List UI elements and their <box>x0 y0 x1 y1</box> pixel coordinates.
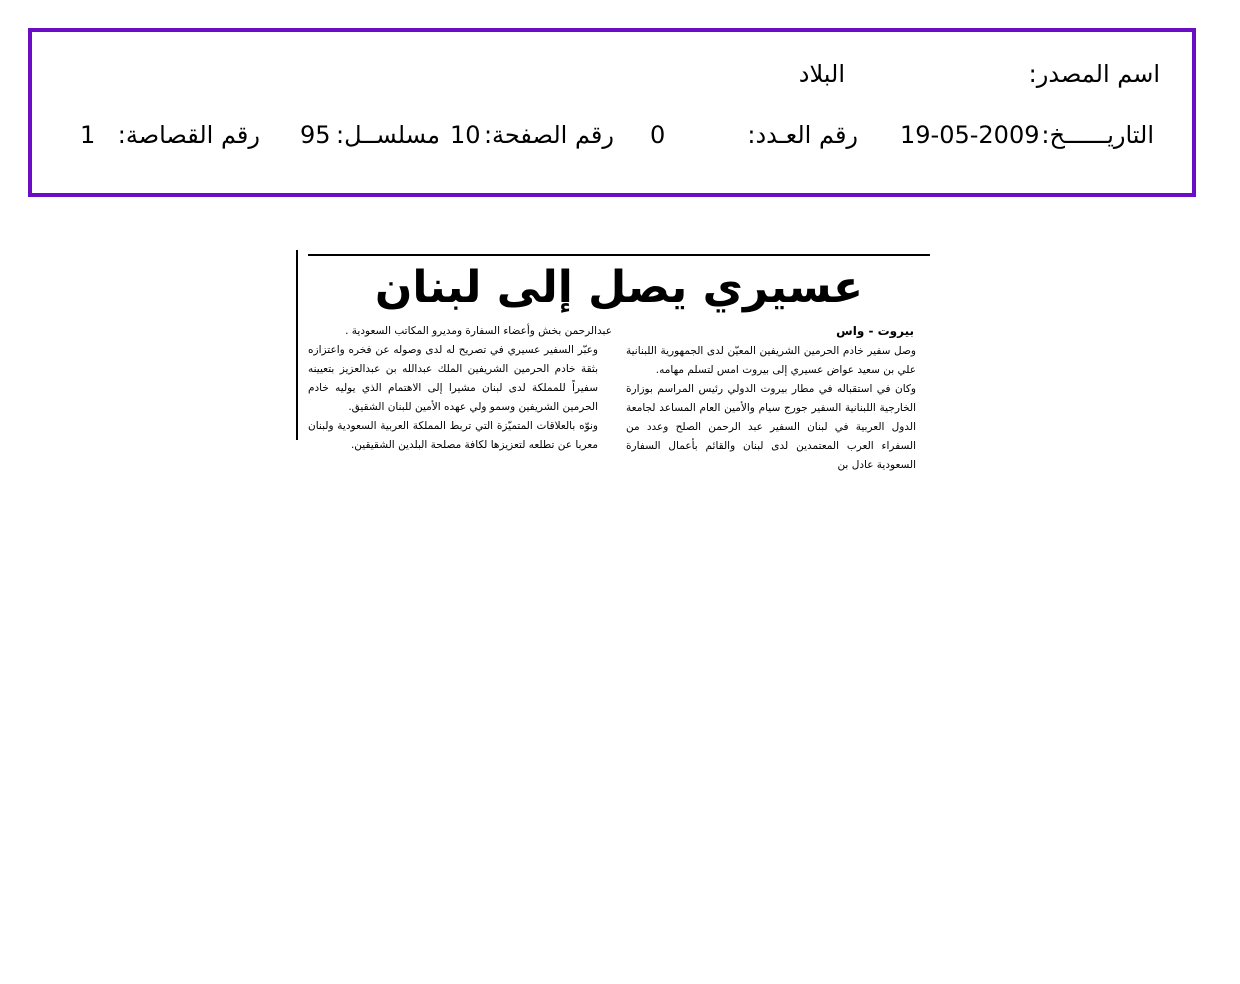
article-paragraph: عبدالرحمن بخش وأعضاء السفارة ومديرو المكاتب السعودية . <box>345 325 612 337</box>
clip-label: رقم القصاصة: <box>117 121 260 149</box>
clip-value: 1 <box>80 121 96 149</box>
article-column-right <box>626 342 930 475</box>
page-value: 10 <box>450 121 481 149</box>
serial-label: مسلســل: <box>336 121 440 149</box>
article-column-left <box>308 322 612 455</box>
article-paragraph: وعبّر السفير عسيري في تصريح له لدى وصوله عن فخره واعتزازه بثقة خادم الحرمين الشريفين الملك عبدالله بن عبدالعزيز بتعيينه سفيراً للمملكة لدى لبنان مشيرا إلى الاهتمام الذي يوليه خادم الحرمين الشريفين وسمو ولي عهده الأمين للبنان الشقيق. <box>308 344 598 413</box>
article-clipping <box>296 250 932 471</box>
issue-label: رقم العـدد: <box>747 121 858 149</box>
date-value: 19-05-2009 <box>900 121 1040 149</box>
serial-value: 95 <box>300 121 331 149</box>
article-paragraph: وصل سفير خادم الحرمين الشريفين المعيّن لدى الجمهورية اللبنانية علي بن سعيد عواض عسيري إلى بيروت امس لتسلم مهامه. <box>626 345 916 376</box>
issue-value: 0 <box>650 121 666 149</box>
page-label: رقم الصفحة: <box>483 121 614 149</box>
date-label: التاريــــــخ: <box>1041 121 1154 149</box>
source-label: اسم المصدر: <box>1028 60 1160 88</box>
article-paragraph: وكان في استقباله في مطار بيروت الدولي رئيس المراسم بوزارة الخارجية اللبنانية السفير جورج سيام والأمين العام المساعد لجامعة الدول العربية في لبنان السفير عبد الرحمن الصلح وعدد من السفراء العرب المعتمدين لدى لبنان والقائم بأعمال السفارة السعودية عادل بن <box>626 383 916 471</box>
article-paragraph: ونوّه بالعلاقات المتميّزة التي تربط المملكة العربية السعودية ولبنان معربا عن تطلعه لتعزيزها لكافة مصلحة البلدين الشقيقين. <box>308 420 598 451</box>
source-value: البلاد <box>798 60 845 88</box>
headline-rule <box>308 254 930 256</box>
article-dateline: بيروت - واس <box>836 324 914 338</box>
article-headline: عسيري يصل إلى لبنان <box>374 262 864 313</box>
metadata-box <box>28 28 1196 197</box>
column-rule <box>296 250 298 440</box>
